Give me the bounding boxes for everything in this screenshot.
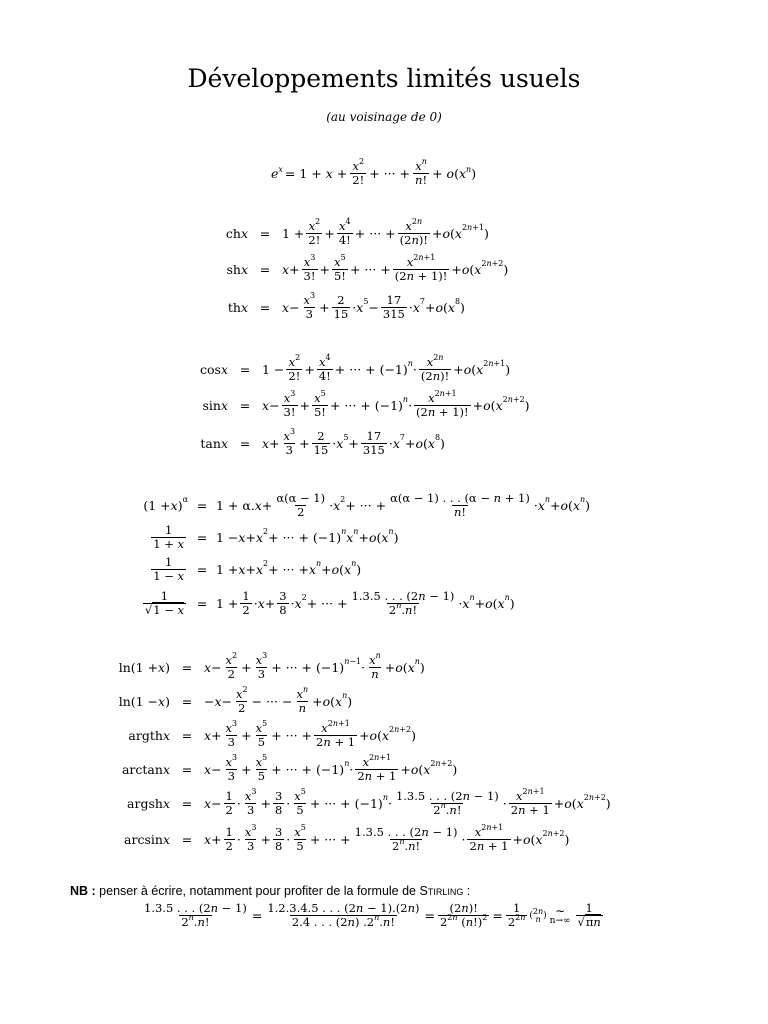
formula-cos: cos x = 1 − $\frac{x^2}{2!}$ + $\frac{x^4}{4!}$ + ··· + (−1) n · $\frac{x^{2n}}{(2n)!}$ + o ( x 2n+1 ) xyxy=(199,353,511,384)
nb-stirling-name: Stirling xyxy=(419,884,464,898)
formula-tan: tan x = x + $\frac{x^3}{3}$ + $\frac{2}{15}$ · x 5 + $\frac{17}{315}$ · x 7 + o ( x 8 ) xyxy=(200,427,445,458)
formula-inverse-sqrt: $\frac{1}{√1 - x}$ = 1 + $\frac{1}{2}$ · x + $\frac{3}{8}$ · x 2 + ··· + $\frac{1.3.5 . . . (2n - 1)}{2^n.n!}$ · x n + o ( x n ) xyxy=(144,589,515,618)
equiv-subscript: n→∞ xyxy=(549,916,571,927)
formula-argsh: argsh x = x − $\frac{1}{2}$ · $\frac{x^3}{3}$ + $\frac{3}{8}$ · $\frac{x^5}{5}$ + ··· + (−1) n · $\frac{1.3.5 . . . (2n - 1)}{2^n.n!}$ · $\frac{x^{2n+1}}{2n + 1}$ + o ( x 2n+2 ) xyxy=(127,787,611,818)
formula-arcsin: arcsin x = x + $\frac{1}{2}$ · $\frac{x^3}{3}$ + $\frac{3}{8}$ · $\frac{x^5}{5}$ + ··· + $\frac{1.3.5 . . . (2n - 1)}{2^n.n!}$ · $\frac{x^{2n+1}}{2n + 1}$ + o ( x 2n+2 ) xyxy=(124,823,570,854)
formula-inverse-1-minus-x: $\frac{1}{1 - x}$ = 1 + x + x 2 + ··· + x n + o ( x n ) xyxy=(153,555,362,584)
page-subtitle: (au voisinage de 0) xyxy=(326,110,442,124)
formula-argth: argth x = x + $\frac{x^3}{3}$ + $\frac{x^5}{5}$ + ··· + $\frac{x^{2n+1}}{2n + 1}$ + o ( x 2n+2 ) xyxy=(128,719,416,750)
nb-text: penser à écrire, notamment pour profiter de la formule de xyxy=(95,884,420,898)
formula-ln-1-minus-x: ln(1 − x ) = − x − $\frac{x^2}{2}$ − ··· − $\frac{x^n}{n}$ + o ( x n ) xyxy=(118,685,353,716)
formula-sin: sin x = x − $\frac{x^3}{3!}$ + $\frac{x^5}{5!}$ + ··· + (−1) n · $\frac{x^{2n+1}}{(2n + 1)!}$ + o ( x 2n+2 ) xyxy=(202,389,530,420)
formula-arctan: arctan x = x − $\frac{x^3}{3}$ + $\frac{x^5}{5}$ + ··· + (−1) n · $\frac{x^{2n+1}}{2n + 1}$ + o ( x 2n+2 ) xyxy=(121,753,458,784)
formula-th: th x = x − $\frac{x^3}{3}$ + $\frac{2}{15}$ · x 5 − $\frac{17}{315}$ · x 7 + o ( x 8 ) xyxy=(227,291,465,322)
nb-note xyxy=(70,884,470,898)
formula-binomial: (1 + x ) α = 1 + α. x + $\frac{\alpha(\alpha - 1)}{2}$ · x 2 + ··· + $\frac{\alpha(\alpha - 1) . . . (\alpha - n + 1)}{n!}$ · x n + o ( x n ) xyxy=(143,491,591,520)
formula-exp: $e^x$ = 1 + x + $\frac{x^2}{2!}$ + ··· + $\frac{x^n}{n!}$ + $o(x^n)$ xyxy=(271,157,477,188)
formula-ln-1-plus-x: ln(1 + x ) = x − $\frac{x^2}{2}$ + $\frac{x^3}{3}$ + ··· + (−1) n−1 · $\frac{x^n}{n}$ + o ( x n ) xyxy=(118,651,425,682)
formula-inverse-1-plus-x: $\frac{1}{1 + x}$ = 1 − x + x 2 + ··· + (−1) n x n + o ( x n ) xyxy=(153,523,399,552)
page-title: Développements limités usuels xyxy=(187,64,581,93)
nb-label: NB : xyxy=(70,884,96,898)
formula-ch: ch x = 1 + $\frac{x^2}{2!}$ + $\frac{x^4}{4!}$ + ··· + $\frac{x^{2n}}{(2n)!}$ + o ( x 2n+1 ) xyxy=(225,217,489,248)
nb-colon: : xyxy=(463,884,471,898)
formula-sh: sh x = x + $\frac{x^3}{3!}$ + $\frac{x^5}{5!}$ + ··· + $\frac{x^{2n+1}}{(2n + 1)!}$ + o ( x 2n+2 ) xyxy=(226,253,509,284)
formula-stirling: $\frac{1.3.5 . . . (2n - 1)}{2^n.n!}$ = $\frac{1.2.3.4.5 . . . (2n - 1).(2n)}{2.4 . . . (2n) .2^n.n!}$ = $\frac{(2n)!}{2^{2n} (n!)^2}$ = $\frac{1}{2^{2n}}$ ( 2n n ) ∼ n→∞ $\frac{1}{√\pi n}$ xyxy=(144,901,601,930)
